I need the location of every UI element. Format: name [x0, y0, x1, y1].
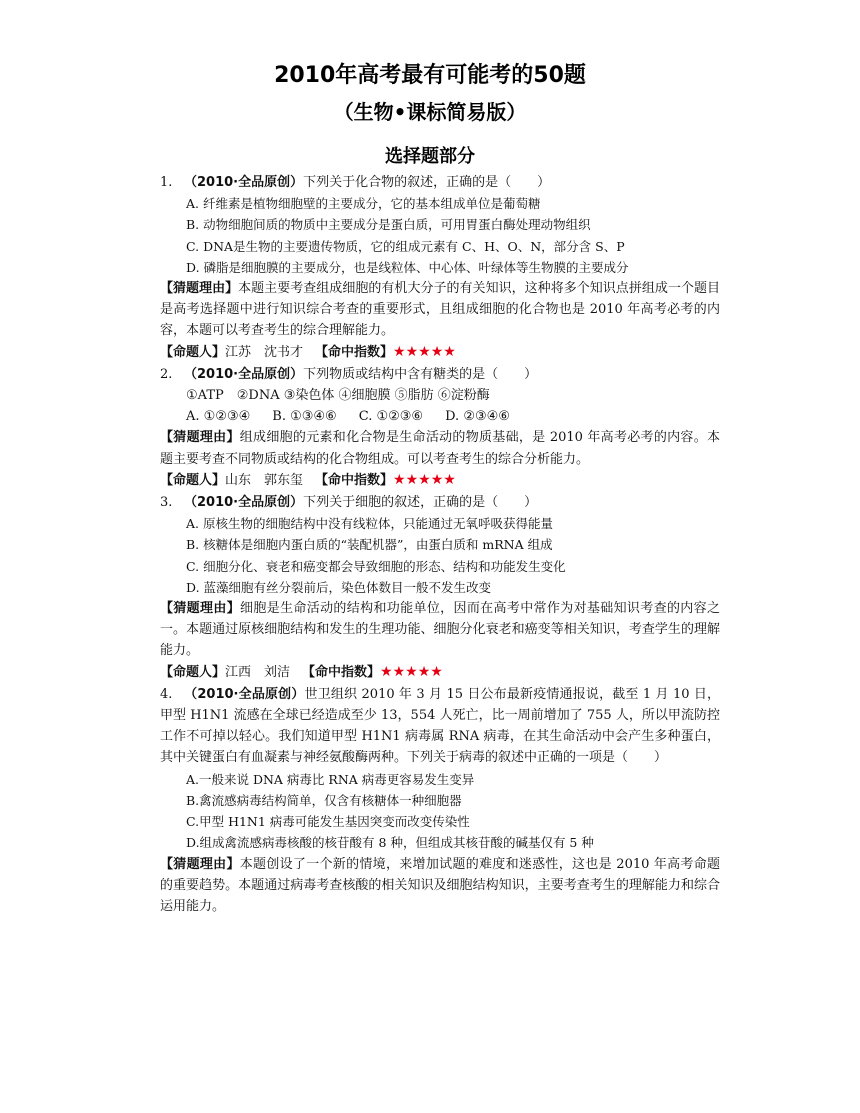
question-stem [160, 684, 720, 769]
option-c: C.甲型 H1N1 病毒可能发生基因突变而改变传染性 [186, 814, 470, 830]
reason-label: 【猜题理由】 [160, 601, 241, 617]
question-number: 3. [160, 495, 173, 511]
author-label: 【命题人】 [160, 664, 226, 680]
option-row [160, 406, 720, 427]
question-text: 下列关于细胞的叙述，正确的是（ ） [303, 495, 538, 511]
section-heading: 选择题部分 [385, 146, 475, 167]
author-line [160, 342, 720, 363]
rating-stars-icon: ★★★★★ [393, 343, 456, 360]
author-line [160, 470, 720, 491]
author-line [160, 662, 720, 683]
index-label: 【命中指数】 [315, 472, 394, 488]
question-number: 4. [160, 686, 173, 702]
option-a: A. 原核生物的细胞结构中没有线粒体，只能通过无氧呼吸获得能量 [186, 516, 553, 532]
author-name: 江苏 沈书才 [225, 344, 304, 360]
option-c: C. ①②③⑥ [358, 409, 424, 425]
option-a: A.一般来说 DNA 病毒比 RNA 病毒更容易发生变异 [186, 771, 475, 787]
document-subtitle: （生物•课标简易版） [333, 100, 527, 124]
option-b: B. ①③④⑥ [272, 409, 337, 425]
option-b: B. 动物细胞间质的物质中主要成分是蛋白质，可用胃蛋白酶处理动物组织 [186, 217, 591, 233]
reason-paragraph [160, 598, 720, 662]
option-c: C. DNA是生物的主要遗传物质，它的组成元素有 C、H、O、N，部分含 S、P [186, 238, 625, 254]
question-source: （2010·全品原创） [184, 175, 304, 190]
option-d: D.组成禽流感病毒核酸的核苷酸有 8 种，但组成其核苷酸的碱基仅有 5 种 [186, 835, 594, 851]
question-3 [160, 492, 720, 683]
author-label: 【命题人】 [160, 344, 226, 360]
document-title: 2010年高考最有可能考的50题 [274, 63, 586, 88]
reason-label: 【猜题理由】 [160, 856, 240, 872]
question-text: 下列关于化合物的叙述，正确的是（ ） [303, 175, 551, 190]
index-label: 【命中指数】 [302, 664, 381, 680]
author-name: 江西 刘洁 [225, 664, 291, 680]
rating-stars-icon: ★★★★★ [393, 471, 456, 488]
reason-paragraph [160, 278, 720, 342]
question-items: ①ATP ②DNA ③染色体 ④细胞膜 ⑤脂肪 ⑥淀粉酶 [186, 388, 490, 404]
option-b: B.禽流感病毒结构简单，仅含有核糖体一种细胞器 [186, 792, 462, 808]
question-stem [160, 172, 720, 193]
reason-text: 本题主要考查组成细胞的有机大分子的有关知识，这种将多个知识点拼组成一个题目是高考选择题中进行知识综合考查的重要形式，且组成细胞的化合物也是 2010 年高考必考的内容，本题可以考查考生的综合理解能力。 [160, 281, 720, 339]
question-source: （2010·全品原创） [184, 366, 304, 382]
reason-text: 细胞是生命活动的结构和功能单位，因而在高考中常作为对基础知识考查的内容之一。本题通过原核细胞结构和发生的生理功能、细胞分化衰老和癌变等相关知识，考查学生的理解能力。 [160, 601, 720, 659]
option-b: B. 核糖体是细胞内蛋白质的“装配机器”，由蛋白质和 mRNA 组成 [186, 537, 553, 553]
reason-label: 【猜题理由】 [160, 281, 239, 297]
question-text: 下列物质或结构中含有糖类的是（ ） [303, 366, 538, 382]
rating-stars-icon: ★★★★★ [380, 663, 443, 680]
question-source: （2010·全品原创） [184, 495, 304, 511]
author-label: 【命题人】 [160, 472, 226, 488]
author-name: 山东 郭东玺 [225, 472, 304, 488]
question-stem [160, 492, 720, 513]
option-c: C. 细胞分化、衰老和癌变都会导致细胞的形态、结构和功能发生变化 [186, 558, 566, 574]
question-number: 2. [160, 366, 173, 382]
reason-label: 【猜题理由】 [160, 430, 240, 446]
option-d: D. 蓝藻细胞有丝分裂前后，染色体数目一般不发生改变 [186, 579, 492, 595]
option-a: A. 纤维素是植物细胞壁的主要成分，它的基本组成单位是葡萄糖 [186, 196, 541, 212]
reason-text: 本题创设了一个新的情境，来增加试题的难度和迷惑性，这也是 2010 年高考命题的重要趋势。本题通过病毒考查核酸的相关知识及细胞结构知识，主要考查考生的理解能力和综合运用能力。 [160, 856, 720, 914]
question-1 [160, 172, 720, 363]
option-d: D. ②③④⑥ [445, 409, 510, 425]
option-a: A. ①②③④ [186, 409, 251, 425]
question-text: 世卫组织 2010 年 3 月 15 日公布最新疫情通报说，截至 1 月 10 日，甲型 H1N1 流感在全球已经造成至少 13，554 人死亡，比一周前增加了 755 人，所以甲流防控工作不可掉以轻心。我们知道甲型 H1N1 病毒属 RNA 病毒，在其生命活动中会产生多种蛋白，其中关键蛋白有血凝素与神经氨酸酶两种。下列关于病毒的叙述中正确的一项是（ ） [160, 686, 720, 766]
question-source: （2010·全品原创） [184, 686, 305, 702]
reason-paragraph [160, 427, 720, 469]
question-2 [160, 364, 720, 491]
option-d: D. 磷脂是细胞膜的主要成分，也是线粒体、中心体、叶绿体等生物膜的主要成分 [186, 259, 629, 275]
index-label: 【命中指数】 [315, 344, 394, 360]
reason-paragraph [160, 854, 720, 918]
question-4 [160, 684, 720, 917]
question-number: 1. [160, 175, 173, 190]
reason-text: 组成细胞的元素和化合物是生命活动的物质基础，是 2010 年高考必考的内容。本题主要考查不同物质或结构的化合物组成。可以考查考生的综合分析能力。 [160, 430, 720, 467]
question-stem [160, 364, 720, 385]
question-list [160, 172, 720, 917]
